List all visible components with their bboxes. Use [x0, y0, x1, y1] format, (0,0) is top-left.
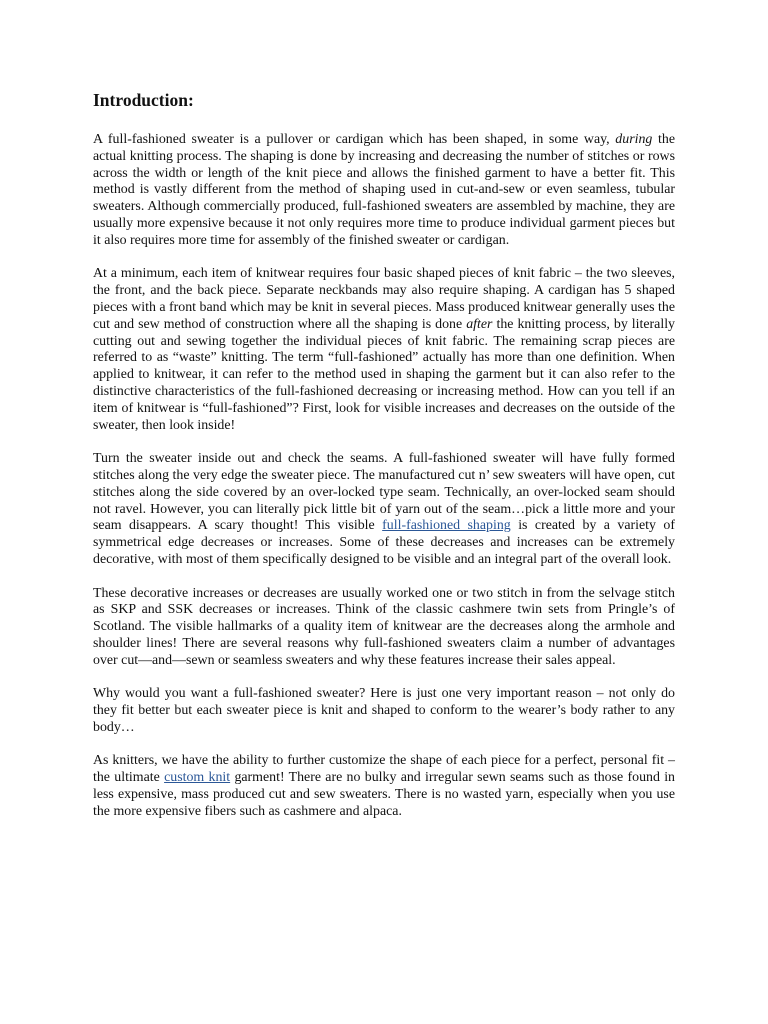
- paragraph-5: Why would you want a full-fashioned sweater? Here is just one very important reason – not only do they fit better but each sweater piece is knit and shaped to conform to the wearer’s body rather to any body…: [93, 686, 675, 735]
- paragraph-6: [93, 753, 675, 820]
- custom-knit-link[interactable]: custom knit: [164, 770, 231, 786]
- paragraph-3-text-b: is created by a variety of symmetrical edge decreases or increases. Some of these decreases and increases can be extremely decorative, with most of them specifically designed to be visible and an integral part of the overall look.: [93, 518, 676, 567]
- paragraph-1-text-a: A full-fashioned sweater is a pullover or cardigan which has been shaped, in some way,: [93, 132, 616, 147]
- full-fashioned-shaping-link[interactable]: full-fashioned shaping: [382, 518, 511, 534]
- paragraph-2-text-b: the knitting process, by literally cutting out and sewing together the individual pieces of knit fabric. The remaining scrap pieces are referred to as “waste” knitting. The term “full-fashioned” actually has more than one definition. When applied to knitwear, it can refer to the method used in shaping the garment but it can also refer to the distinctive characteristics of the full-fashioned decreasing or increasing method. How can you tell if an item of knitwear is “full-fashioned”? First, look for visible increases and decreases on the outside of the sweater, then look inside!: [93, 316, 676, 433]
- paragraph-6-text-b: garment! There are no bulky and irregular sewn seams such as those found in less expensive, mass produced cut and sew sweaters. There is no wasted yarn, especially when you use the more expensive fibers such as cashmere and alpaca.: [93, 770, 676, 819]
- document-page: [93, 88, 675, 837]
- paragraph-2-emphasis: after: [466, 316, 493, 332]
- page-title: Introduction:: [93, 90, 194, 110]
- paragraph-6-text-a: As knitters, we have the ability to further customize the shape of each piece for a perfect, personal fit – the ultimate: [93, 753, 675, 786]
- paragraph-3: [93, 451, 675, 569]
- paragraph-4: These decorative increases or decreases are usually worked one or two stitch in from the selvage stitch as SKP and SSK decreases or increases. Think of the classic cashmere twin sets from Pringle’s of Scotland. The visible hallmarks of a quality item of knitwear are the decreases along the armhole and shoulder lines! There are several reasons why full-fashioned sweaters claim a number of advantages over cut—and—sewn or seamless sweaters and why these features increase their sales appeal.: [93, 585, 675, 668]
- paragraph-1-text-b: the actual knitting process. The shaping is done by increasing and decreasing the number of stitches or rows across the width or length of the knit piece and allows the finished garment to have a better fit. This method is vastly different from the method of shaping used in cut-and-sew or even seamless, tubular sweaters. Although commercially produced, full-fashioned sweaters are assembled by machine, they are usually more expensive because it not only requires more time to produce individual garment pieces but it also requires more time for assembly of the finished sweater or cardigan.: [93, 132, 675, 248]
- paragraph-2: [93, 266, 675, 434]
- paragraph-1: [93, 132, 675, 250]
- paragraph-2-text-a: At a minimum, each item of knitwear requires four basic shaped pieces of knit fabric – the two sleeves, the front, and the back piece. Separate neckbands may also require shaping. A cardigan has 5 shaped pieces with a front band which may be knit in several pieces. Mass produced knitwear generally uses the cut and sew method of construction where all the shaping is done: [93, 266, 675, 332]
- paragraph-1-emphasis: during: [615, 132, 653, 147]
- paragraph-3-text-a: Turn the sweater inside out and check the seams. A full-fashioned sweater will have fully formed stitches along the very edge the sweater piece. The manufactured cut n’ sew sweaters will have open, cut stitches along the side covered by an over-locked type seam. Technically, an over-locked seam should not ravel. However, you can literally pick little bit of yarn out of the seam…pick a little more and your seam disappears. A scary thought! This visible: [93, 451, 675, 534]
